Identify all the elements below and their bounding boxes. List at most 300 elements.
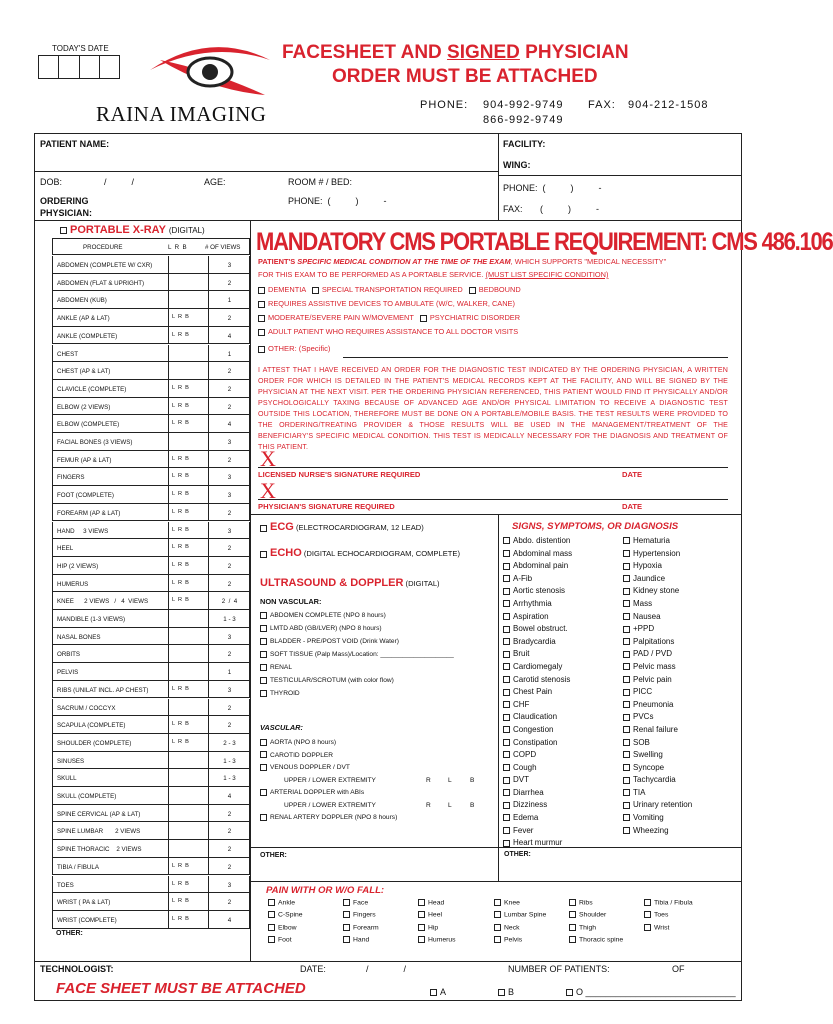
non-vascular-item[interactable] [260,635,454,648]
non-vascular-item[interactable] [260,648,454,661]
cms-other-line[interactable] [343,357,728,358]
symptom-item[interactable] [623,535,692,548]
symptom-item[interactable] [623,573,692,586]
pain-item[interactable] [494,924,520,931]
xray-lrb[interactable]: L R B [168,398,208,416]
symptom-item[interactable] [503,699,572,712]
xray-views: 2 - 3 [208,734,250,752]
symptom-checkbox[interactable] [503,802,510,809]
arterial-checkbox[interactable] [260,789,267,796]
xray-procedure-row[interactable] [52,610,250,628]
xray-views: 3 [208,628,250,646]
symptom-item[interactable] [503,548,572,561]
xray-lrb[interactable] [168,699,208,717]
xray-lrb[interactable]: L R B [168,681,208,699]
symptom-checkbox[interactable] [623,714,630,721]
symptom-checkbox[interactable] [503,537,510,544]
symptom-checkbox[interactable] [623,827,630,834]
pain-checkbox[interactable] [494,899,501,906]
bedbound-checkbox[interactable] [469,287,476,294]
pain-item[interactable] [343,911,376,918]
symptom-item[interactable] [503,573,572,586]
non-vascular-label: LMTD ABD (GB/LVER) (NPO 8 hours) [270,625,382,632]
symptom-item[interactable] [503,749,572,762]
non-vascular-item[interactable] [260,661,454,674]
psychiatric-checkbox[interactable] [420,315,427,322]
xray-procedure-row[interactable] [52,876,250,894]
pain-item[interactable] [343,936,369,943]
echo-checkbox[interactable] [260,551,267,558]
adult-assistance-checkbox[interactable] [258,329,265,336]
non-vascular-item[interactable] [260,674,454,687]
xray-lrb[interactable] [168,805,208,823]
non-vascular-item[interactable] [260,687,454,700]
pain-checkbox[interactable] [268,924,275,931]
pain-checkbox[interactable] [418,899,425,906]
symptom-item[interactable] [503,611,572,624]
non-vascular-label: TESTICULAR/SCROTUM (with color flow) [270,677,394,684]
non-vascular-checkbox[interactable] [260,677,267,684]
pain-checkbox[interactable] [268,936,275,943]
xray-checkbox[interactable] [60,227,67,234]
symptom-checkbox[interactable] [623,739,630,746]
symptom-item[interactable] [623,661,692,674]
dementia-checkbox[interactable] [258,287,265,294]
pain-movement-checkbox[interactable] [258,315,265,322]
xray-procedure-name: ELBOW (COMPLETE) [57,421,120,429]
symptom-item[interactable] [623,711,692,724]
symptom-item[interactable] [623,611,692,624]
symptom-checkbox[interactable] [503,726,510,733]
symptom-checkbox[interactable] [623,575,630,582]
symptom-item[interactable] [503,623,572,636]
option-b-checkbox[interactable] [498,989,505,996]
symptom-item[interactable] [503,636,572,649]
symptom-item[interactable] [623,737,692,750]
facility-phone-label[interactable]: PHONE: ( ) - [503,183,602,193]
symptom-item[interactable] [623,812,692,825]
pain-item[interactable] [418,924,438,931]
pain-checkbox[interactable] [418,924,425,931]
symptom-item[interactable] [623,548,692,561]
symptom-checkbox[interactable] [623,613,630,620]
symptom-checkbox[interactable] [623,638,630,645]
xray-procedure-row[interactable] [52,256,250,274]
tests-other-hline [250,847,498,848]
assistive-devices-checkbox[interactable] [258,301,265,308]
xray-lrb[interactable]: L R B [168,415,208,433]
pain-checkbox[interactable] [343,911,350,918]
physician-label[interactable]: PHYSICIAN: [40,208,93,218]
symptom-item[interactable] [503,585,572,598]
xray-procedure-row[interactable] [52,309,250,327]
xray-lrb[interactable]: L R B [168,539,208,557]
symptom-checkbox[interactable] [623,726,630,733]
pain-checkbox[interactable] [569,936,576,943]
non-vascular-checkbox[interactable] [260,612,267,619]
xray-procedure-row[interactable] [52,752,250,770]
xray-lrb[interactable] [168,645,208,663]
xray-lrb[interactable]: L R B [168,876,208,894]
pain-item[interactable] [569,899,593,906]
non-vascular-checkbox[interactable] [260,651,267,658]
footer-date-label[interactable]: DATE: [300,964,326,974]
xray-procedure-row[interactable] [52,398,250,416]
non-vascular-checkbox[interactable] [260,625,267,632]
symptom-checkbox[interactable] [503,789,510,796]
xray-procedure-row[interactable] [52,522,250,540]
symptom-checkbox[interactable] [503,563,510,570]
xray-lrb[interactable]: L R B [168,504,208,522]
symptom-checkbox[interactable] [623,537,630,544]
symptom-item[interactable] [623,787,692,800]
xray-lrb[interactable]: L R B [168,858,208,876]
symptom-item[interactable] [503,787,572,800]
xray-procedure-row[interactable] [52,628,250,646]
symptom-checkbox[interactable] [503,638,510,645]
xray-lrb[interactable]: L R B [168,486,208,504]
pain-checkbox[interactable] [494,924,501,931]
pain-checkbox[interactable] [343,936,350,943]
carotid-checkbox[interactable] [260,751,267,758]
patient-name-label[interactable]: PATIENT NAME: [40,139,110,149]
pain-item[interactable] [644,911,668,918]
symptom-checkbox[interactable] [623,676,630,683]
symptom-item[interactable] [503,837,572,850]
symptom-item[interactable] [503,661,572,674]
pain-checkbox[interactable] [343,924,350,931]
physician-signature-line[interactable] [258,499,728,500]
xray-lrb[interactable] [168,274,208,292]
xray-lrb[interactable]: L R B [168,468,208,486]
pain-checkbox[interactable] [494,936,501,943]
xray-procedure-row[interactable] [52,734,250,752]
symptom-checkbox[interactable] [503,626,510,633]
symptom-checkbox[interactable] [503,814,510,821]
xray-procedure-row[interactable] [52,345,250,363]
pain-item[interactable] [494,899,520,906]
xray-procedure-row[interactable] [52,451,250,469]
wing-label[interactable]: WING: [503,160,531,170]
symptom-checkbox[interactable] [503,827,510,834]
non-vascular-item[interactable] [260,622,454,635]
pain-checkbox[interactable] [569,924,576,931]
symptom-item[interactable] [623,636,692,649]
xray-procedure-row[interactable] [52,858,250,876]
xray-procedure-row[interactable] [52,787,250,805]
pain-item[interactable] [268,924,297,931]
num-patients-label[interactable]: NUMBER OF PATIENTS: [508,964,610,974]
xray-procedure-row[interactable] [52,504,250,522]
xray-procedure-row[interactable] [52,681,250,699]
symptom-item[interactable] [503,560,572,573]
xray-views: 4 [208,415,250,433]
xray-procedure-row[interactable] [52,274,250,292]
symptom-checkbox[interactable] [623,751,630,758]
pain-item[interactable] [268,911,303,918]
xray-lrb[interactable]: L R B [168,592,208,610]
pain-item[interactable] [268,899,295,906]
symptom-item[interactable] [503,535,572,548]
option-o[interactable]: O ______________________________ [566,987,736,997]
xray-procedure-row[interactable] [52,539,250,557]
symptom-checkbox[interactable] [503,840,510,847]
xray-procedure-name: ELBOW (2 VIEWS) [57,403,111,411]
symptom-item[interactable] [623,749,692,762]
xray-procedure-row[interactable] [52,575,250,593]
xray-procedure-row[interactable] [52,362,250,380]
xray-lrb[interactable]: L R B [168,522,208,540]
xray-lrb[interactable]: L R B [168,716,208,734]
symptom-label: TIA [633,787,646,797]
xray-lrb[interactable] [168,433,208,451]
xray-procedure-row[interactable] [52,468,250,486]
xray-procedure-row[interactable] [52,769,250,787]
xray-lrb[interactable]: L R B [168,380,208,398]
symptom-item[interactable] [503,737,572,750]
tests-other-label[interactable]: OTHER: [260,852,287,859]
symptom-checkbox[interactable] [503,550,510,557]
symptom-checkbox[interactable] [623,563,630,570]
pain-checkbox[interactable] [418,936,425,943]
option-o-checkbox[interactable] [566,989,573,996]
symptom-checkbox[interactable] [503,676,510,683]
pain-label: Thoracic spine [579,936,624,944]
symptom-item[interactable] [503,774,572,787]
pain-checkbox[interactable] [268,911,275,918]
symptom-checkbox[interactable] [503,714,510,721]
symptom-item[interactable] [503,648,572,661]
xray-lrb[interactable] [168,663,208,681]
xray-lrb[interactable]: L R B [168,575,208,593]
symptom-checkbox[interactable] [623,626,630,633]
symptom-item[interactable] [623,724,692,737]
symptom-item[interactable] [623,774,692,787]
todays-date-boxes[interactable] [38,55,120,79]
symptom-checkbox[interactable] [503,777,510,784]
non-vascular-checkbox[interactable] [260,638,267,645]
xray-lrb[interactable] [168,822,208,840]
xray-procedure-row[interactable] [52,557,250,575]
symptom-checkbox[interactable] [623,764,630,771]
symptom-label: Pelvic pain [633,674,672,684]
xray-procedure-row[interactable] [52,486,250,504]
xray-procedure-row[interactable] [52,663,250,681]
symptom-checkbox[interactable] [503,588,510,595]
symptom-item[interactable] [503,598,572,611]
aorta-checkbox[interactable] [260,739,267,746]
xray-lrb[interactable] [168,610,208,628]
xray-lrb[interactable] [168,752,208,770]
symptom-checkbox[interactable] [623,689,630,696]
non-vascular-item[interactable] [260,609,454,622]
xray-lrb[interactable]: L R B [168,451,208,469]
xray-procedure-row[interactable] [52,911,250,929]
facility-fax-label[interactable]: FAX: ( ) - [503,204,600,214]
special-transport-checkbox[interactable] [312,287,319,294]
xray-procedure-row[interactable] [52,433,250,451]
xray-procedure-name: FINGERS [57,474,85,482]
symptom-item[interactable] [503,686,572,699]
non-vascular-checkbox[interactable] [260,664,267,671]
signs-other-label[interactable]: OTHER: [504,851,531,858]
symptom-item[interactable] [623,762,692,775]
xray-procedure-row[interactable] [52,699,250,717]
symptom-checkbox[interactable] [503,764,510,771]
pain-checkbox[interactable] [644,924,651,931]
pain-label: Pelvis [504,936,523,944]
xray-procedure-row[interactable] [52,592,250,610]
xray-procedure-row[interactable] [52,380,250,398]
xray-lrb[interactable]: L R B [168,893,208,911]
pain-checkbox[interactable] [644,899,651,906]
symptom-item[interactable] [623,699,692,712]
xray-lrb[interactable] [168,840,208,858]
venous-checkbox[interactable] [260,764,267,771]
pain-item[interactable] [268,936,292,943]
symptom-checkbox[interactable] [503,651,510,658]
symptom-label: Abdominal mass [513,548,573,558]
xray-lrb[interactable]: L R B [168,557,208,575]
symptom-item[interactable] [623,686,692,699]
symptom-checkbox[interactable] [623,802,630,809]
pain-checkbox[interactable] [268,899,275,906]
symptom-item[interactable] [623,560,692,573]
xray-lrb[interactable] [168,256,208,274]
pain-label: Toes [654,911,669,919]
symptom-checkbox[interactable] [623,663,630,670]
physician-phone-label[interactable]: PHONE: ( ) - [288,196,387,206]
pain-item[interactable] [494,911,546,918]
symptom-checkbox[interactable] [623,789,630,796]
option-a-checkbox[interactable] [430,989,437,996]
ecg-checkbox[interactable] [260,525,267,532]
symptom-item[interactable] [623,648,692,661]
pain-checkbox[interactable] [494,911,501,918]
xray-lrb[interactable] [168,787,208,805]
pain-item[interactable] [418,899,444,906]
pain-item[interactable] [418,936,456,943]
xray-lrb[interactable] [168,362,208,380]
pain-item[interactable] [644,899,693,906]
symptom-item[interactable] [623,585,692,598]
xray-other-label[interactable]: OTHER: [56,930,83,937]
dob-label[interactable]: DOB: [40,177,63,187]
symptom-checkbox[interactable] [503,701,510,708]
xray-lrb[interactable] [168,345,208,363]
xray-procedure-row[interactable] [52,840,250,858]
symptom-label: Bowel obstruct. [513,624,568,634]
symptom-label: SOB [633,737,650,747]
xray-procedure-row[interactable] [52,716,250,734]
pain-label: Hand [353,936,370,944]
pain-item[interactable] [418,911,442,918]
symptom-checkbox[interactable] [623,701,630,708]
pain-item[interactable] [569,911,606,918]
xray-procedure-row[interactable] [52,893,250,911]
xray-procedure-row[interactable] [52,645,250,663]
symptom-item[interactable] [503,674,572,687]
symptom-checkbox[interactable] [503,600,510,607]
symptom-item[interactable] [503,724,572,737]
xray-lrb[interactable] [168,628,208,646]
pain-item[interactable] [569,936,623,943]
symptom-item[interactable] [623,799,692,812]
option-a[interactable]: A [430,987,446,997]
symptom-checkbox[interactable] [503,613,510,620]
facility-label[interactable]: FACILITY: [503,139,546,149]
pain-item[interactable] [644,924,669,931]
xray-procedure-name: SCAPULA (COMPLETE) [57,722,126,730]
symptom-checkbox[interactable] [623,777,630,784]
nurse-signature-line[interactable] [258,467,728,468]
xray-lrb[interactable] [168,291,208,309]
symptom-item[interactable] [623,598,692,611]
symptom-checkbox[interactable] [623,550,630,557]
pain-checkbox[interactable] [343,899,350,906]
pain-item[interactable] [494,936,522,943]
non-vascular-checkbox[interactable] [260,690,267,697]
xray-lrb[interactable]: L R B [168,734,208,752]
symptom-checkbox[interactable] [503,739,510,746]
xray-procedure-row[interactable] [52,327,250,345]
symptom-item[interactable] [503,799,572,812]
pain-item[interactable] [343,899,368,906]
xray-lrb[interactable]: L R B [168,309,208,327]
pain-item[interactable] [569,924,596,931]
technologist-label[interactable]: TECHNOLOGIST: [40,964,114,974]
xray-lrb[interactable]: L R B [168,327,208,345]
symptom-checkbox[interactable] [623,814,630,821]
xray-lrb[interactable]: L R B [168,911,208,929]
pain-checkbox[interactable] [418,911,425,918]
symptom-checkbox[interactable] [503,663,510,670]
symptom-item[interactable] [623,825,692,838]
symptom-checkbox[interactable] [503,751,510,758]
symptom-checkbox[interactable] [503,575,510,582]
pain-item[interactable] [343,924,379,931]
symptom-item[interactable] [503,711,572,724]
symptom-checkbox[interactable] [623,651,630,658]
vascular-list: AORTA (NPO 8 hours) CAROTID DOPPLER VENOUS DOPPLER / DVT UPPER / LOWER EXTREMITY R L B ARTERIAL DOPPLER with ABIs UPPER / LOWER EXTREMITY R L B RENAL ARTERY DOPPLER (NPO 8 hours) [260,737,490,825]
xray-procedure-row[interactable] [52,805,250,823]
symptom-item[interactable] [503,762,572,775]
xray-lrb[interactable] [168,769,208,787]
xray-procedure-row[interactable] [52,291,250,309]
symptom-item[interactable] [503,812,572,825]
pain-checkbox[interactable] [569,899,576,906]
pain-checkbox[interactable] [569,911,576,918]
symptom-item[interactable] [503,825,572,838]
age-label[interactable]: AGE: [204,177,226,187]
symptom-item[interactable] [623,674,692,687]
cms-other-checkbox[interactable] [258,346,265,353]
xray-procedure-row[interactable] [52,822,250,840]
symptom-checkbox[interactable] [623,600,630,607]
symptom-item[interactable] [623,623,692,636]
xray-procedure-row[interactable] [52,415,250,433]
renal-artery-checkbox[interactable] [260,814,267,821]
xray-views: 2 [208,398,250,416]
pain-label: C-Spine [278,911,303,919]
symptom-checkbox[interactable] [503,689,510,696]
xray-procedure-name: SINUSES [57,757,85,765]
symptom-checkbox[interactable] [623,588,630,595]
room-bed-label[interactable]: ROOM # / BED: [288,177,353,187]
pain-checkbox[interactable] [644,911,651,918]
option-b[interactable]: B [498,987,514,997]
symptom-label: Edema [513,813,539,823]
